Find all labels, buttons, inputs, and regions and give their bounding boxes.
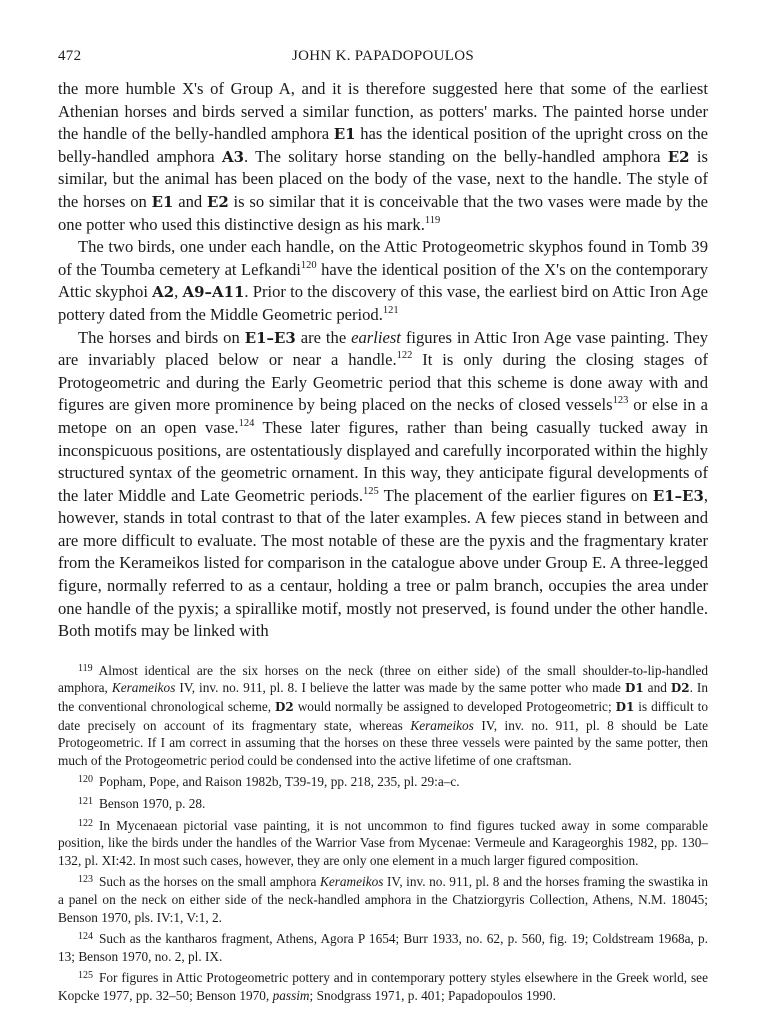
catalogue-ref: E1–E3 bbox=[652, 486, 704, 505]
footnote-number: 125 bbox=[78, 970, 93, 982]
text-run: Benson 1970, p. 28. bbox=[99, 796, 206, 811]
text-run: have the identical position of the X's on the contemporary Attic skyphoi bbox=[58, 259, 708, 302]
paragraph bbox=[58, 327, 708, 643]
footnote-number: 124 bbox=[78, 931, 93, 943]
footnote bbox=[58, 660, 708, 770]
text-run: . In the conventional chronological scheme, bbox=[58, 680, 708, 715]
text-run: Such as the horses on the small amphora bbox=[99, 874, 320, 890]
footnotes bbox=[58, 660, 708, 1005]
footnote-ref: 123 bbox=[612, 395, 629, 407]
text-run: Almost identical are the six horses on the neck (three on either side) of the small shoulder-to-lip-handled amphora, bbox=[58, 662, 708, 696]
footnote-number: 123 bbox=[78, 874, 93, 886]
text-run: IV, inv. no. 911, pl. 8 and the horses framing the swastika in a panel on the neck on either side of the neck-handled amphora in the Chatziorgyris Collection, Athens, N.M. 18045; Benson 1970, pls. IV:1, V:1, 2. bbox=[58, 874, 708, 925]
text-run: The horses and birds on bbox=[78, 327, 245, 347]
text-run: , however, stands in total contrast to that of the later examples. A few pieces stand in between and are more difficult to evaluate. The most notable of these are the pyxis and the fragmentary krater from the Kerameikos listed for comparison in the catalogue above under Group E. A three-legged figure, normally referred to as a centaur, holding a tree or palm branch, occupies the area under one handle of the pyxis; a spirallike motif, mostly not preserved, is found under the other handle. Both motifs may be linked with bbox=[58, 485, 708, 641]
footnote bbox=[58, 871, 708, 926]
footnote-ref: 119 bbox=[424, 214, 441, 226]
text-run: is so similar that it is conceivable that the two vases were made by the one potter who used this distinctive design as his mark. bbox=[58, 191, 708, 234]
catalogue-ref: D1 bbox=[624, 681, 644, 696]
text-run: and bbox=[173, 191, 207, 211]
text-run: In Mycenaean pictorial vase painting, it is not uncommon to find figures tucked away in some comparable position, like the birds under the handles of the Warrior Vase from Mycenae: Vermeule and Karageorghis 1982, pp. 130–132, pl. XI:42. In most such cases, however, they are only one element in a much larger figured composition. bbox=[58, 817, 708, 868]
catalogue-ref: D2 bbox=[670, 681, 690, 696]
text-run: are the bbox=[295, 327, 352, 347]
text-run: , bbox=[174, 282, 183, 302]
text-run: has the identical position of the upright cross on the belly-handled amphora bbox=[58, 124, 708, 166]
catalogue-ref: A3 bbox=[221, 147, 244, 166]
text-run: Such as the kantharos fragment, Athens, Agora P 1654; Burr 1933, no. 62, p. 560, fig. 19; Coldstream 1968a, p. 13; Benson 1970, no. 2, pl. IX. bbox=[58, 931, 708, 964]
catalogue-ref: D1 bbox=[615, 700, 635, 715]
footnote bbox=[58, 928, 708, 965]
footnote-ref: 124 bbox=[238, 417, 255, 429]
italic-text: Kerameikos bbox=[111, 680, 176, 696]
footnote-number: 120 bbox=[78, 774, 93, 786]
catalogue-ref: E1 bbox=[151, 192, 174, 211]
text-run: and bbox=[643, 680, 671, 696]
paragraph bbox=[58, 236, 708, 326]
text-run: The placement of the earlier figures on bbox=[378, 485, 653, 505]
footnote-number: 121 bbox=[78, 796, 93, 807]
page bbox=[58, 48, 708, 1007]
text-run: For figures in Attic Protogeometric pottery and in contemporary pottery styles elsewhere in the Greek world, see Kopcke 1977, pp. 32–50; Benson 1970, bbox=[58, 970, 708, 1003]
text-run: IV, inv. no. 911, pl. 8 should be Late Protogeometric. If I am correct in assuming that the horses on these three vessels were painted by the same potter, then much of the Protogeometric period could be condensed into the active lifetime of one craftsman. bbox=[58, 717, 709, 768]
text-run: Popham, Pope, and Raison 1982b, T39-19, pp. 218, 235, pl. 29:a–c. bbox=[99, 774, 460, 790]
footnote-number: 119 bbox=[78, 662, 93, 674]
text-run: It is only during the closing stages of Protogeometric and during the Early Geometric period that this scheme is done away with and figures are given more prominence by being placed on the necks of closed vessels bbox=[58, 350, 708, 415]
text-run: or else in a metope on an open vase. bbox=[58, 395, 708, 437]
page-number: 472 bbox=[58, 48, 82, 64]
italic-text: passim bbox=[272, 987, 310, 1003]
footnote bbox=[58, 793, 708, 813]
text-run: . Prior to the discovery of this vase, the earliest bird on Attic Iron Age pottery dated from the Middle Geometric period. bbox=[58, 282, 709, 324]
italic-text: Kerameikos bbox=[319, 874, 384, 890]
text-run: figures in Attic Iron Age vase painting. They are invariably placed below or near a handle. bbox=[58, 327, 708, 370]
page-header bbox=[58, 48, 708, 74]
footnote bbox=[58, 815, 708, 870]
text-run: The two birds, one under each handle, on the Attic Protogeometric skyphos found in Tomb 39 of the Toumba cemetery at Lefkandi bbox=[58, 237, 708, 279]
footnote-ref: 125 bbox=[363, 485, 379, 497]
footnote-ref: 122 bbox=[396, 350, 413, 362]
text-run: is difficult to date precisely on account of its fragmentary state, whereas bbox=[58, 699, 708, 733]
footnote-ref: 121 bbox=[382, 304, 399, 316]
catalogue-ref: A9–A11 bbox=[182, 283, 245, 302]
catalogue-ref: E1–E3 bbox=[244, 328, 296, 347]
body-text bbox=[58, 78, 708, 643]
italic-text: earliest bbox=[351, 327, 401, 347]
text-run: IV, inv. no. 911, pl. 8. I believe the latter was made by the same potter who made bbox=[175, 680, 625, 696]
italic-text: Kerameikos bbox=[410, 717, 474, 733]
catalogue-ref: E2 bbox=[667, 147, 690, 166]
catalogue-ref: D2 bbox=[275, 700, 294, 715]
text-run: . The solitary horse standing on the belly-handled amphora bbox=[243, 146, 668, 166]
text-run: ; Snodgrass 1971, p. 401; Papadopoulos 1990. bbox=[309, 987, 556, 1003]
catalogue-ref: E1 bbox=[333, 125, 356, 144]
footnote bbox=[58, 967, 708, 1004]
text-run: is similar, but the animal has been placed on the body of the vase, next to the handle. The style of the horses on bbox=[58, 146, 708, 211]
running-head: JOHN K. PAPADOPOULOS bbox=[291, 48, 475, 64]
catalogue-ref: A2 bbox=[152, 283, 175, 302]
text-run: the more humble X's of Group A, and it is therefore suggested here that some of the earliest Athenian horses and birds served a similar function, as potters' marks. The painted horse under the handle of the belly-handled amphora bbox=[58, 79, 708, 144]
paragraph bbox=[58, 78, 708, 236]
text-run: These later figures, rather than being casually tucked away in inconspicuous positions, are ostentatiously displayed and carefully incorporated within the highly structured syntax of the geometric ornament. In this way, they anticipate figural developments of the later Middle and Late Geometric periods. bbox=[58, 417, 708, 505]
footnote-ref: 120 bbox=[300, 259, 317, 271]
footnote-number: 122 bbox=[78, 817, 93, 829]
catalogue-ref: E2 bbox=[206, 192, 229, 211]
text-run: would normally be assigned to developed Protogeometric; bbox=[293, 699, 616, 715]
footnote bbox=[58, 771, 708, 791]
